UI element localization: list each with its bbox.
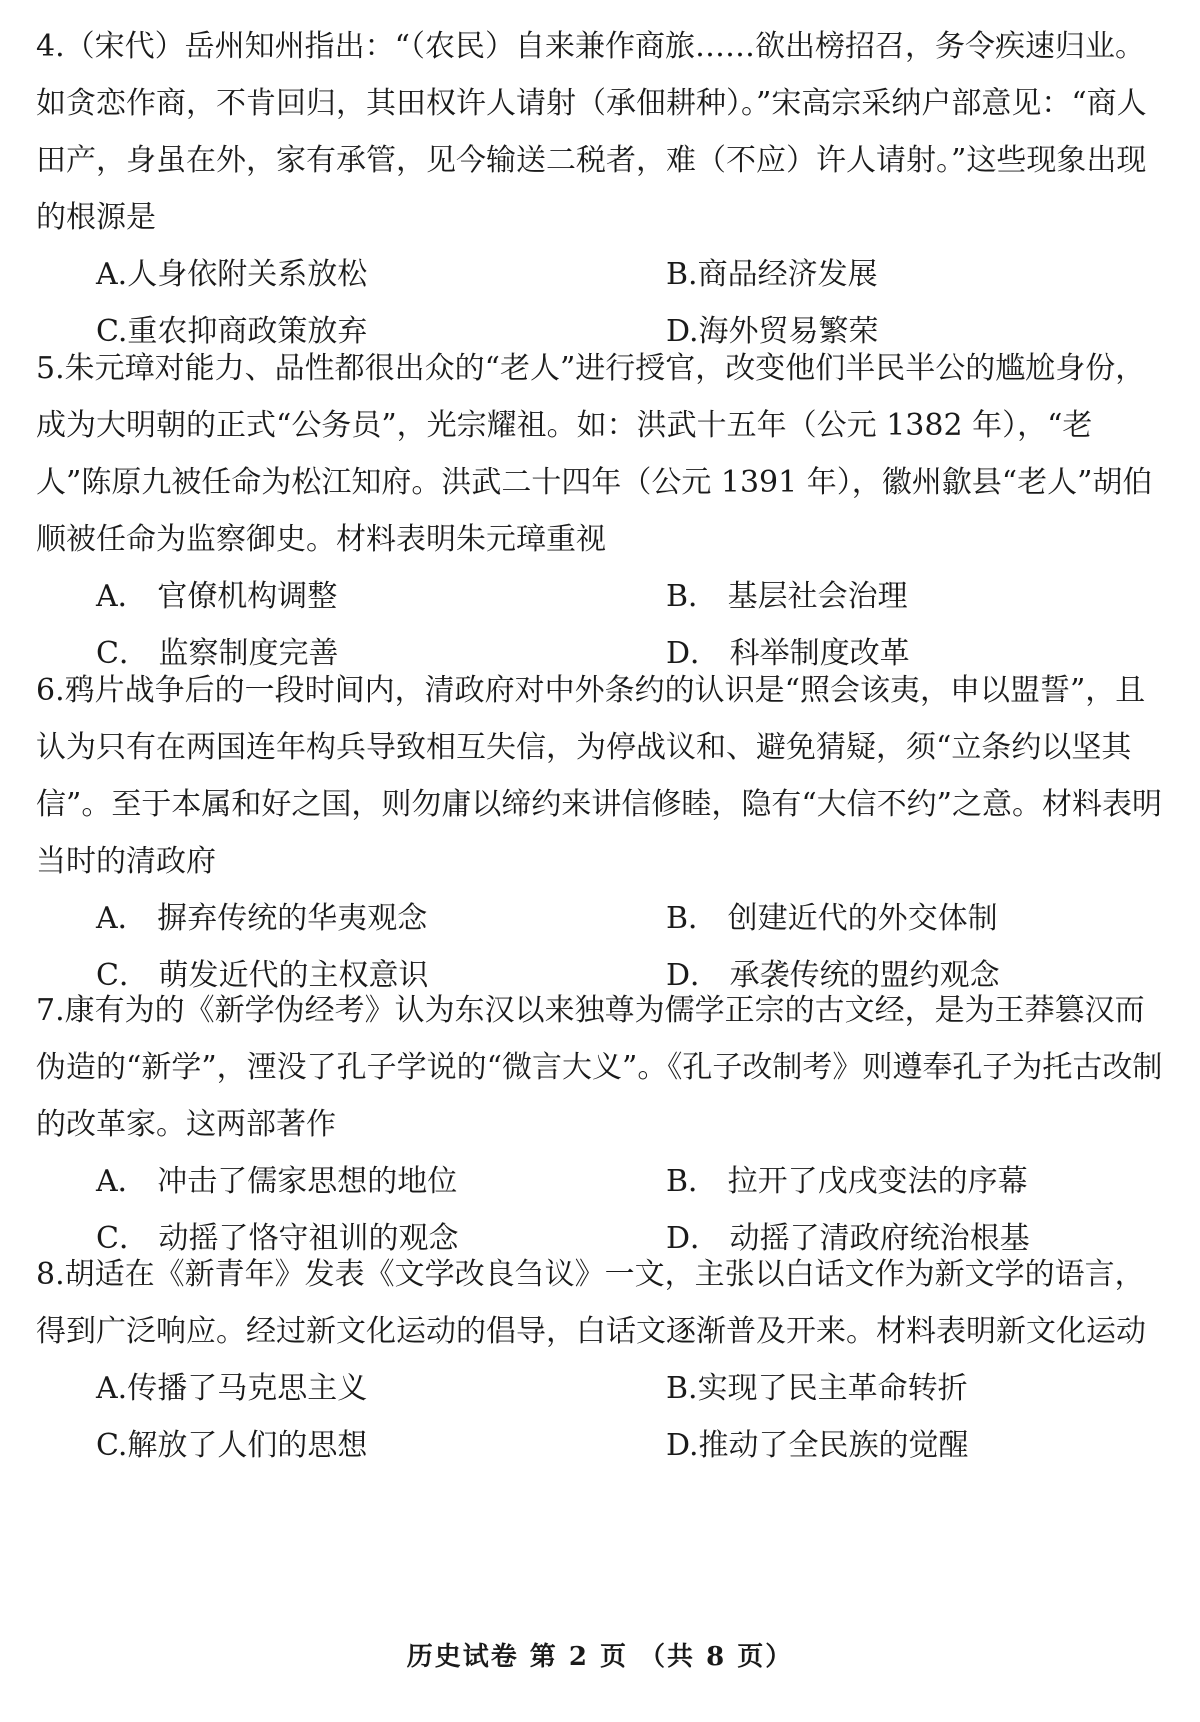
question-stem [36, 1246, 1166, 1360]
option-d[interactable]: D． 科举制度改革 [666, 636, 910, 671]
page-footer: 历史试卷 第 2 页 （共 8 页） [406, 1642, 794, 1672]
question-stem [36, 340, 1166, 568]
question-text: 胡适在《新青年》发表《文学改良刍议》一文，主张以白话文作为新文学的语言，得到广泛响应。经过新文化运动的倡导，白话文逐渐普及开来。材料表明新文化运动 [36, 1257, 1146, 1349]
question-stem [36, 662, 1166, 890]
option-b[interactable]: B.实现了民主革命转折 [666, 1371, 968, 1406]
question-stem [36, 18, 1166, 246]
question-7 [36, 982, 1166, 1267]
option-d[interactable]: D． 动摇了清政府统治根基 [666, 1221, 1030, 1256]
option-b[interactable]: B.商品经济发展 [666, 257, 878, 292]
option-b[interactable]: B． 创建近代的外交体制 [666, 901, 998, 936]
question-6 [36, 662, 1166, 1004]
question-number: 8. [36, 1257, 65, 1292]
option-a[interactable]: A． 冲击了儒家思想的地位 [96, 1164, 458, 1199]
option-a[interactable]: A.人身依附关系放松 [96, 257, 368, 292]
option-c[interactable]: C.解放了人们的思想 [96, 1428, 368, 1463]
question-number: 6. [36, 673, 65, 708]
question-text: （宋代）岳州知州指出：“（农民）自来兼作商旅……欲出榜招召，务令疾速归业。如贪恋作商，不肯回归，其田权许人请射（承佃耕种）。”宋高宗采纳户部意见：“商人田产，身虽在外，家有承管，见今输送二税者，难（不应）许人请射。”这些现象出现的根源是 [36, 29, 1147, 235]
question-4 [36, 18, 1166, 360]
question-text: 鸦片战争后的一段时间内，清政府对中外条约的认识是“照会该夷，申以盟誓”，且认为只有在两国连年构兵导致相互失信，为停战议和、避免猜疑，须“立条约以坚其信”。至于本属和好之国，则勿庸以缔约来讲信修睦，隐有“大信不约”之意。材料表明当时的清政府 [36, 673, 1163, 879]
question-8 [36, 1246, 1166, 1474]
option-d[interactable]: D.推动了全民族的觉醒 [666, 1428, 969, 1463]
option-c[interactable]: C.重农抑商政策放弃 [96, 314, 368, 349]
option-c[interactable]: C． 监察制度完善 [96, 636, 339, 671]
option-d[interactable]: D． 承袭传统的盟约观念 [666, 958, 1000, 993]
option-d[interactable]: D.海外贸易繁荣 [666, 314, 879, 349]
question-5 [36, 340, 1166, 682]
option-a[interactable]: A.传播了马克思主义 [96, 1371, 368, 1406]
option-b[interactable]: B． 基层社会治理 [666, 579, 908, 614]
option-c[interactable]: C． 动摇了恪守祖训的观念 [96, 1221, 459, 1256]
question-number: 5. [36, 351, 65, 386]
option-a[interactable]: A． 摒弃传统的华夷观念 [96, 901, 428, 936]
question-number: 4. [36, 29, 65, 64]
option-a[interactable]: A． 官僚机构调整 [96, 579, 338, 614]
question-text: 朱元璋对能力、品性都很出众的“老人”进行授官，改变他们半民半公的尴尬身份，成为大明朝的正式“公务员”，光宗耀祖。如：洪武十五年（公元 1382 年），“老人”陈原九被任命为松江知府。洪武二十四年（公元 1391 年），徽州歙县“老人”胡伯顺被任命为监察御史。材料表明朱元璋重视 [36, 351, 1153, 557]
question-number: 7. [36, 993, 65, 1028]
question-stem [36, 982, 1166, 1153]
options [36, 1360, 1166, 1474]
question-text: 康有为的《新学伪经考》认为东汉以来独尊为儒学正宗的古文经，是为王莽篡汉而伪造的“新学”，湮没了孔子学说的“微言大义”。《孔子改制考》则遵奉孔子为托古改制的改革家。这两部著作 [36, 993, 1163, 1142]
option-c[interactable]: C． 萌发近代的主权意识 [96, 958, 429, 993]
option-b[interactable]: B． 拉开了戊戌变法的序幕 [666, 1164, 1028, 1199]
